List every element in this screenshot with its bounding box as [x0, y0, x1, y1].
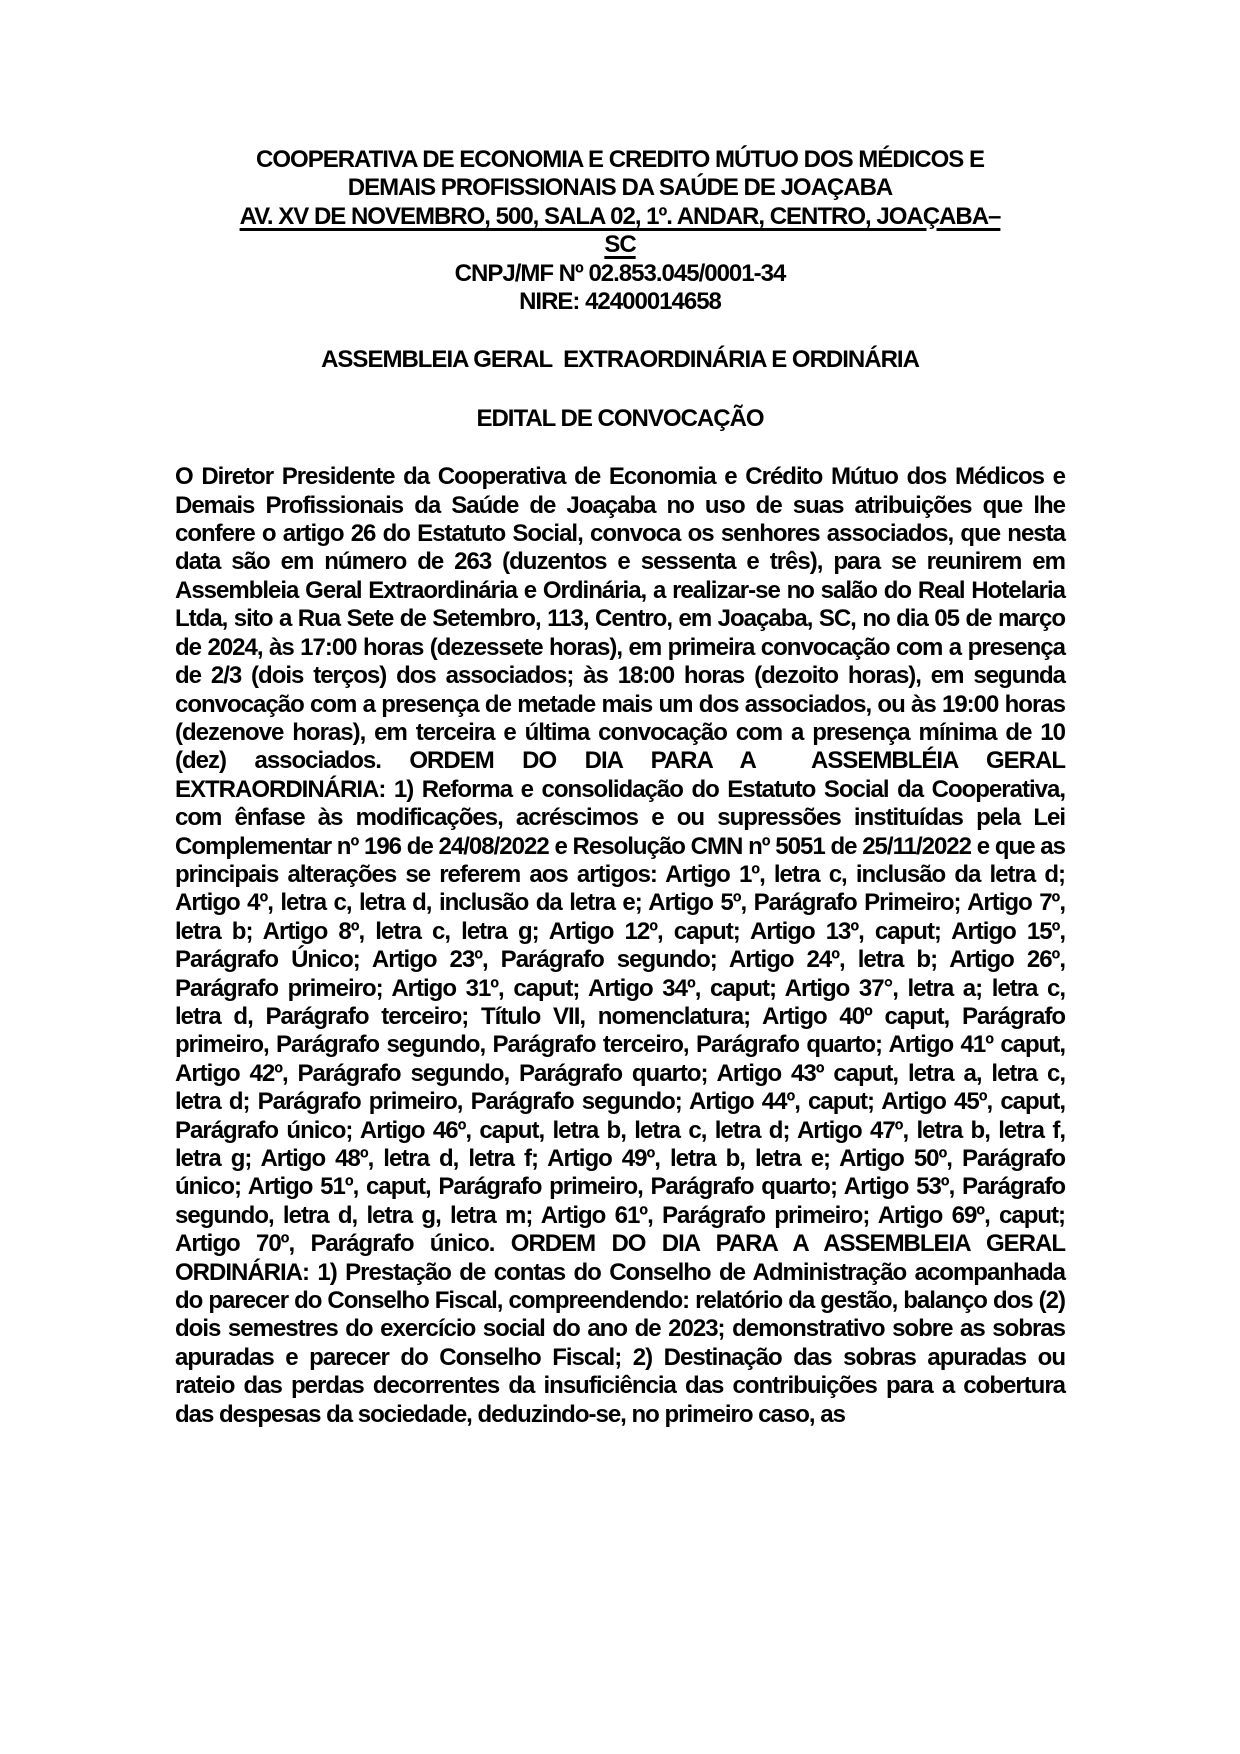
cooperative-title-line2: DEMAIS PROFISSIONAIS DA SAÚDE DE JOAÇABA [347, 174, 893, 202]
cooperative-title-line1: COOPERATIVA DE ECONOMIA E CREDITO MÚTUO DOS MÉDICOS E [256, 146, 984, 173]
assembly-heading: ASSEMBLEIA GERAL EXTRAORDINÁRIA E ORDINÁRIA [321, 346, 919, 374]
address-line2: SC [604, 231, 636, 259]
nire-line: NIRE: 42400014658 [519, 288, 721, 316]
cnpj-line: CNPJ/MF Nº 02.853.045/0001-34 [454, 259, 786, 287]
edital-body-paragraph: O Diretor Presidente da Cooperativa de Economia e Crédito Mútuo dos Médicos e Demais Profissionais da Saúde de Joaçaba no uso de suas atribuições que lhe confere o artigo 26 do Estatuto Social, convoca os senhores associados, que nesta data são em número de 263 (duzentos e sessenta e três), para se reunirem em Assembleia Geral Extraordinária e Ordinária, a realizar-se no salão do Real Hotelaria Ltda, sito a Rua Sete de Setembro, 113, Centro, em Joaçaba, SC, no dia 05 de março de 2024, às 17:00 horas (dezessete horas), em primeira convocação com a presença de 2/3 (dois terços) dos associados; às 18:00 horas (dezoito horas), em segunda convocação com a presença de metade mais um dos associados, ou às 19:00 horas (dezenove horas), em terceira e última convocação com a presença mínima de 10 (dez) associados. ORDEM DO DIA PARA A ASSEMBLÉIA GERAL EXTRAORDINÁRIA: 1) Reforma e consolidação do Estatuto Social da Cooperativa, com ênfase às modificações, acréscimos e ou supressões instituídas pela Lei Complementar nº 196 de 24/08/2022 e Resolução CMN nº 5051 de 25/11/2022 e que as principais alterações se referem aos artigos: Artigo 1º, letra c, inclusão da letra d; Artigo 4º, letra c, letra d, inclusão da letra e; Artigo 5º, Parágrafo Primeiro; Artigo 7º, letra b; Artigo 8º, letra c, letra g; Artigo 12º, caput; Artigo 13º, caput; Artigo 15º, Parágrafo Único; Artigo 23º, Parágrafo segundo; Artigo 24º, letra b; Artigo 26º, Parágrafo primeiro; Artigo 31º, caput; Artigo 34º, caput; Artigo 37°, letra a; letra c, letra d, Parágrafo terceiro; Título VII, nomenclatura; Artigo 40º caput, Parágrafo primeiro, Parágrafo segundo, Parágrafo terceiro, Parágrafo quarto; Artigo 41º caput, Artigo 42º, Parágrafo segundo, Parágrafo quarto; Artigo 43º caput, letra a, letra c, letra d; Parágrafo primeiro, Parágrafo segundo; Artigo 44º, caput; Artigo 45º, caput, Parágrafo único; Artigo 46º, caput, letra b, letra c, letra d; Artigo 47º, letra b, letra f, letra g; Artigo 48º, letra d, letra f; Artigo 49º, letra b, letra e; Artigo 50º, Parágrafo único; Artigo 51º, caput, Parágrafo primeiro, Parágrafo quarto; Artigo 53º, Parágrafo segundo, letra d, letra g, letra m; Artigo 61º, Parágrafo primeiro; Artigo 69º, caput; Artigo 70º, Parágrafo único. ORDEM DO DIA PARA A ASSEMBLEIA GERAL ORDINÁRIA: 1) Prestação de contas do Conselho de Administração acompanhada do parecer do Conselho Fiscal, compreendendo: relatório da gestão, balanço dos (2) dois semestres do exercício social do ano de 2023; demonstrativo sobre as sobras apuradas e parecer do Conselho Fiscal; 2) Destinação das sobras apuradas ou rateio das perdas decorrentes da insuficiência das contribuições para a cobertura das despesas da sociedade, deduzindo-se, no primeiro caso, as [175, 463, 1077, 1428]
edital-heading: EDITAL DE CONVOCAÇÃO [476, 404, 764, 432]
document-header [175, 146, 1065, 316]
address-line1: AV. XV DE NOVEMBRO, 500, SALA 02, 1º. ANDAR, CENTRO, JOAÇABA– [239, 202, 1001, 230]
